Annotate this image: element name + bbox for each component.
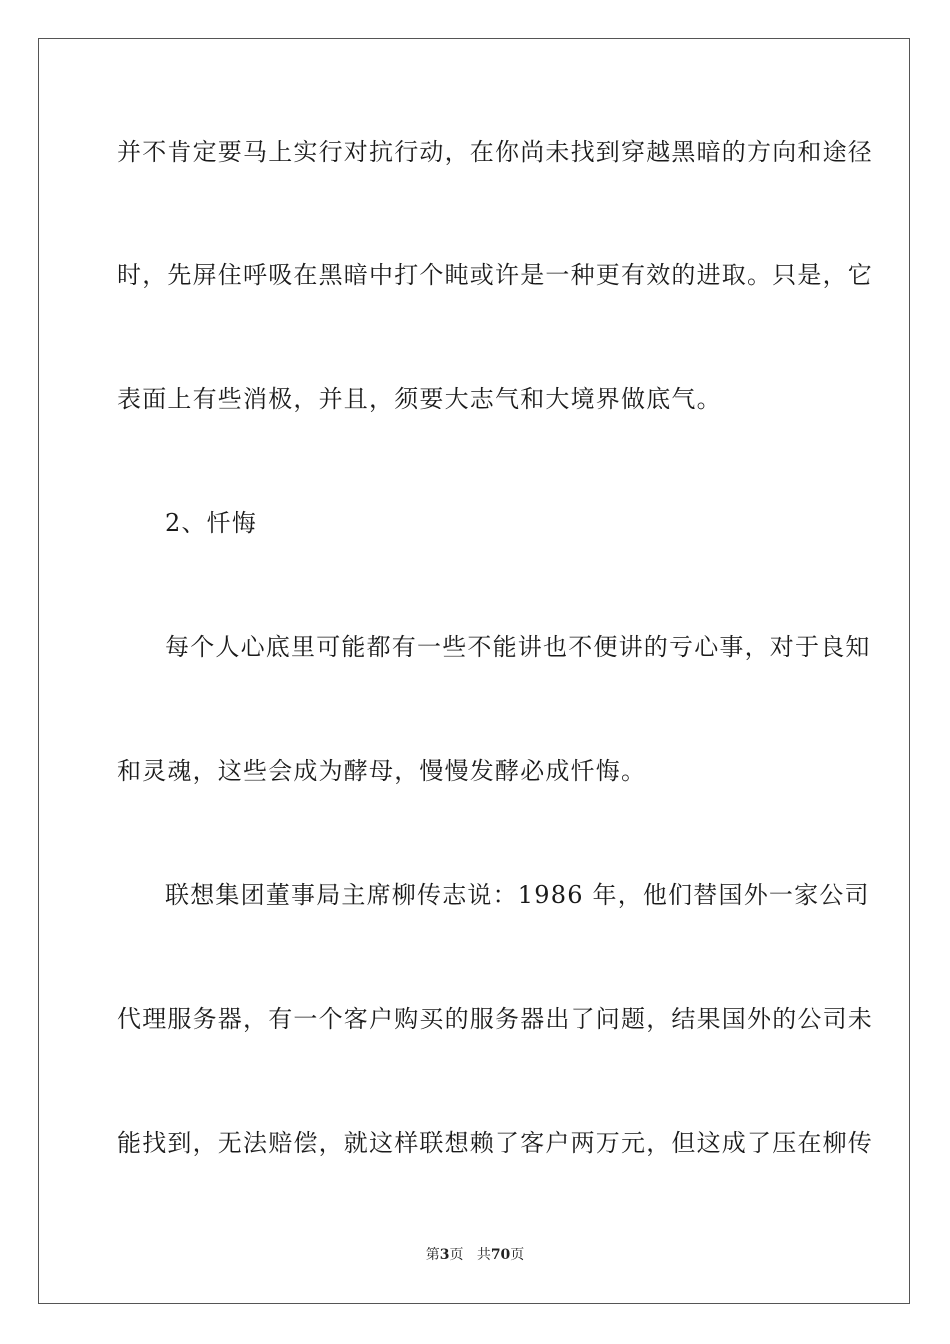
paragraph-line-7: 代理服务器，有一个客户购买的服务器出了问题，结果国外的公司未 <box>117 1005 873 1033</box>
page-label-prefix: 第 <box>425 1247 440 1263</box>
total-label-prefix: 共 <box>476 1247 491 1263</box>
paragraph-line-8: 能找到，无法赔偿，就这样联想赖了客户两万元，但这成了压在柳传 <box>117 1129 873 1157</box>
page-footer <box>0 1246 950 1264</box>
paragraph-line-2: 时，先屏住呼吸在黑暗中打个盹或许是一种更有效的进取。只是，它 <box>117 261 873 289</box>
paragraph-line-6: 联想集团董事局主席柳传志说：1986 年，他们替国外一家公司 <box>165 881 870 909</box>
section-heading: 2、忏悔 <box>165 509 258 537</box>
page-label-suffix: 页 <box>449 1247 464 1263</box>
total-label-suffix: 页 <box>510 1247 525 1263</box>
total-pages: 70 <box>490 1247 511 1263</box>
paragraph-line-1: 并不肯定要马上实行对抗行动，在你尚未找到穿越黑暗的方向和途径 <box>117 138 873 166</box>
paragraph-line-5: 和灵魂，这些会成为酵母，慢慢发酵必成忏悔。 <box>117 757 647 785</box>
page-border <box>38 38 910 1304</box>
paragraph-line-4: 每个人心底里可能都有一些不能讲也不便讲的亏心事，对于良知 <box>165 633 871 661</box>
paragraph-line-3: 表面上有些消极，并且，须要大志气和大境界做底气。 <box>117 385 722 413</box>
page-number: 3 <box>439 1247 450 1263</box>
